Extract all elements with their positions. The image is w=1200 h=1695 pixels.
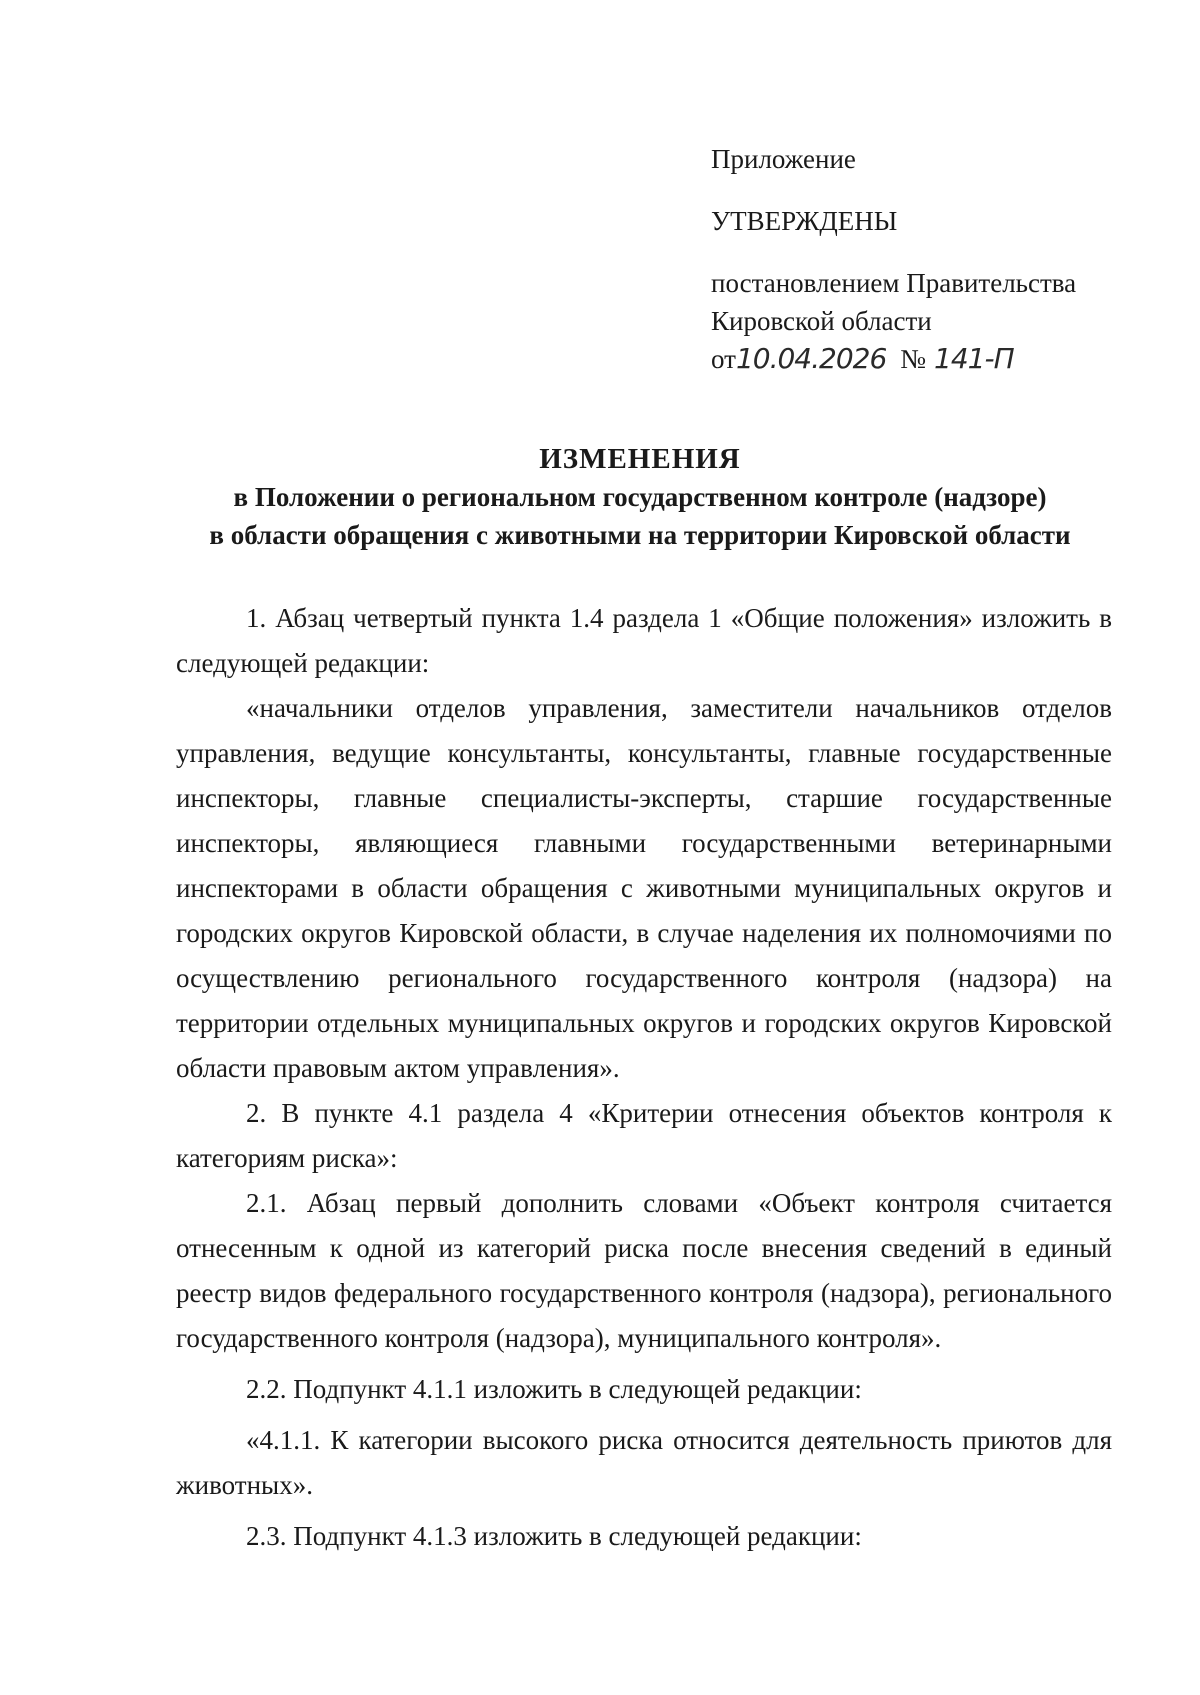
appendix-label: Приложение [711, 144, 856, 174]
paragraph: 2.1. Абзац первый дополнить словами «Объект контроля считается отнесенным к одной из категорий риска после внесения сведений в единый реестр видов федерального государственного контроля (надзора), регионального государственного контроля (надзора), муниципального контроля». [176, 1188, 1112, 1353]
approval-block [711, 140, 1171, 378]
title-line-3: в области обращения с животными на территории Кировской области [209, 520, 1071, 550]
decree-date-number-line [711, 340, 1171, 378]
decree-reference [711, 264, 1171, 378]
paragraph: 1. Абзац четвертый пункта 1.4 раздела 1 «Общие положения» изложить в следующей редакции: [176, 603, 1112, 678]
title-main: ИЗМЕНЕНИЯ [539, 443, 741, 475]
paragraph: 2.2. Подпункт 4.1.1 изложить в следующей редакции: [246, 1374, 862, 1404]
document-body [176, 596, 1112, 1559]
approved-label: УТВЕРЖДЕНЫ [711, 206, 898, 236]
date-prefix: от [711, 344, 736, 374]
paragraph: 2. В пункте 4.1 раздела 4 «Критерии отнесения объектов контроля к категориям риска»: [176, 1098, 1112, 1173]
number-sign: № [900, 344, 927, 374]
paragraph: 2.3. Подпункт 4.1.3 изложить в следующей редакции: [246, 1521, 862, 1551]
handwritten-number: 141-П [934, 342, 1014, 375]
title-line-2: в Положении о региональном государственном контроле (надзоре) [233, 482, 1047, 512]
paragraph: «начальники отделов управления, заместители начальников отделов управления, ведущие консультанты, консультанты, главные государственные инспекторы, главные специалисты-эксперты, старшие государственные инспекторы, являющиеся главными государственными ветеринарными инспекторами в области обращения с животными муниципальных округов и городских округов Кировской области, в случае наделения их полномочиями по осуществлению регионального государственного контроля (надзора) на территории отдельных муниципальных округов и городских округов Кировской области правовым актом управления». [176, 693, 1112, 1083]
paragraph: «4.1.1. К категории высокого риска относится деятельность приютов для животных». [176, 1425, 1112, 1500]
document-title [120, 440, 1160, 554]
handwritten-date: 10.04.2026 [735, 342, 887, 375]
decree-line-1: постановлением Правительства [711, 268, 1077, 298]
decree-line-2: Кировской области [711, 306, 932, 336]
